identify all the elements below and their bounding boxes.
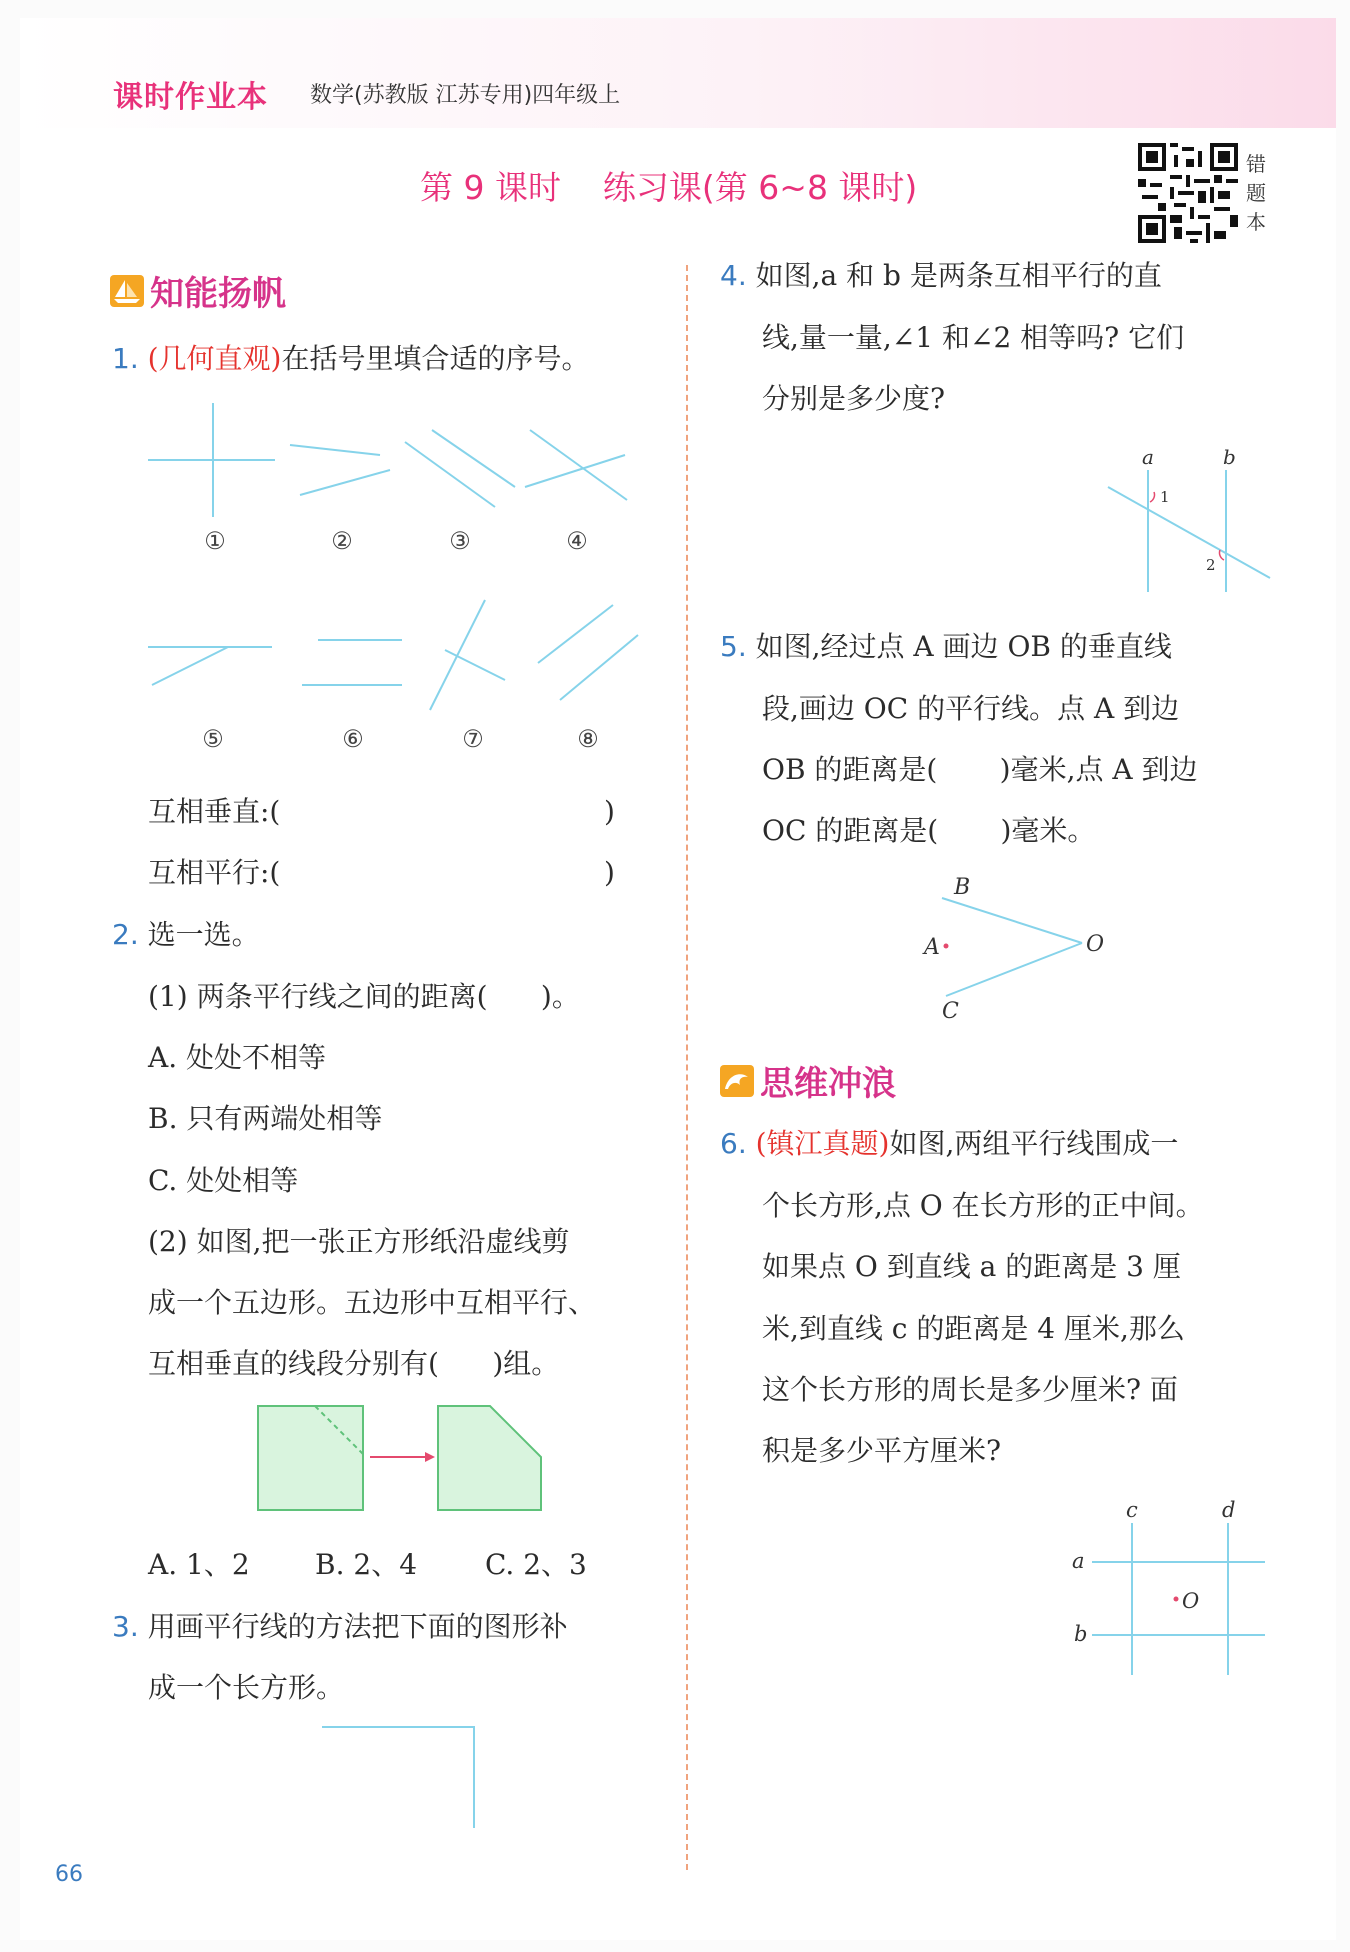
brand-title: 课时作业本 <box>113 80 268 115</box>
wave-icon <box>720 1065 754 1097</box>
angle-boc-figure <box>910 868 1110 1028</box>
section-heading-knowledge <box>110 266 286 315</box>
question-text: 在括号里填合适的序号。 <box>281 342 590 375</box>
question-text: 选一选。 <box>147 918 260 951</box>
angle-1-mark <box>1150 492 1155 502</box>
point-o-dot <box>1174 1597 1179 1602</box>
line-pair-3-a <box>405 442 495 507</box>
question-number: 2. <box>112 918 139 951</box>
label-angle-1: 1 <box>1160 488 1170 506</box>
sailboat-icon <box>110 275 144 307</box>
line-pair-2-b <box>300 470 390 495</box>
line-pair-3-b <box>432 430 515 487</box>
question-2-part-2-line: (2) 如图,把一张正方形纸沿虚线剪 <box>148 1225 570 1258</box>
option-2-a[interactable]: A. 1、2 <box>148 1548 250 1581</box>
question-2-part-2-line: 互相垂直的线段分别有( )组。 <box>148 1347 560 1380</box>
option-2-b[interactable]: B. 2、4 <box>315 1548 418 1581</box>
square-paper <box>258 1406 363 1510</box>
question-text: 如图,经过点 A 画边 OB 的垂直线 <box>755 630 1172 663</box>
label-d: d <box>1222 1498 1236 1522</box>
question-6-line: 积是多少平方厘米? <box>762 1434 1002 1467</box>
page-number: 66 <box>55 1862 83 1887</box>
question-text: 如图,两组平行线围成一 <box>889 1127 1179 1160</box>
qr-label-char: 错 <box>1246 152 1266 176</box>
option-b[interactable]: B. 只有两端处相等 <box>148 1102 383 1135</box>
line-pair-4-a <box>530 430 627 500</box>
figure-label: ② <box>331 527 353 555</box>
question-number: 1. <box>112 342 139 375</box>
question-4-stem <box>720 245 1162 307</box>
line-pairs-figure <box>140 395 660 765</box>
section-heading-thinking <box>720 1056 896 1105</box>
line-pair-4-b <box>525 455 625 487</box>
label-b: b <box>1074 1622 1088 1646</box>
question-3-line: 成一个长方形。 <box>148 1671 345 1704</box>
qr-label-char: 题 <box>1246 181 1266 205</box>
label-a: a <box>1072 1549 1085 1573</box>
option-c[interactable]: C. 处处相等 <box>148 1164 299 1197</box>
figure-label: ⑦ <box>462 725 484 753</box>
label-A: A <box>924 935 940 960</box>
qr-code-icon[interactable] <box>1137 143 1239 243</box>
question-4-line: 线,量一量,∠1 和∠2 相等吗? 它们 <box>762 321 1185 354</box>
question-text: 用画平行线的方法把下面的图形补 <box>147 1610 568 1643</box>
line-pair-2-a <box>290 445 380 455</box>
label-O: O <box>1182 1589 1200 1613</box>
figure-label: ⑥ <box>342 725 364 753</box>
figure-label: ⑤ <box>202 725 224 753</box>
line-pair-8-a <box>538 605 613 663</box>
question-number: 4. <box>720 259 747 292</box>
answer-parallel-close: ) <box>604 856 615 889</box>
partial-rectangle-lines <box>322 1727 474 1828</box>
parallel-lines-angles-figure <box>1100 440 1275 600</box>
option-2-c[interactable]: C. 2、3 <box>485 1548 587 1581</box>
arrow-right-icon <box>425 1452 435 1462</box>
question-text: 如图,a 和 b 是两条互相平行的直 <box>755 259 1162 292</box>
pentagon-paper <box>438 1406 541 1510</box>
label-C: C <box>942 999 959 1024</box>
answer-parallel-label: 互相平行:( <box>148 856 281 889</box>
point-a-dot <box>944 944 949 949</box>
figure-label: ⑧ <box>577 725 599 753</box>
figure-label: ④ <box>566 527 588 555</box>
question-2-part-1: (1) 两条平行线之间的距离( )。 <box>148 980 580 1013</box>
question-5-stem <box>720 616 1172 678</box>
partial-rectangle-figure <box>320 1725 480 1835</box>
question-6-stem <box>720 1113 1178 1175</box>
transversal-line <box>1108 487 1270 578</box>
question-1-stem <box>112 328 590 390</box>
line-pair-8-b <box>560 635 638 700</box>
qr-label <box>1246 150 1270 237</box>
option-a[interactable]: A. 处处不相等 <box>148 1041 327 1074</box>
answer-perpendicular-field[interactable] <box>310 793 595 835</box>
question-tag: (几何直观) <box>147 342 282 375</box>
answer-parallel-field[interactable] <box>310 854 595 896</box>
line-pair-5-b <box>152 647 228 685</box>
rectangle-parallel-lines-figure <box>1060 1495 1275 1680</box>
column-divider <box>686 265 688 1870</box>
label-c: c <box>1126 1498 1138 1522</box>
question-2-stem <box>112 904 260 966</box>
section-title: 思维冲浪 <box>760 1064 896 1104</box>
line-pair-7-a <box>430 600 485 710</box>
answer-perpendicular-close: ) <box>604 795 615 828</box>
label-O: O <box>1086 932 1105 957</box>
subject-line: 数学(苏教版 江苏专用)四年级上 <box>310 83 621 108</box>
question-6-line: 如果点 O 到直线 a 的距离是 3 厘 <box>762 1250 1181 1283</box>
question-6-line: 个长方形,点 O 在长方形的正中间。 <box>762 1189 1204 1222</box>
question-tag: (镇江真题) <box>755 1127 890 1160</box>
line-pair-7-b <box>445 650 505 680</box>
question-3-stem <box>112 1596 568 1658</box>
question-number: 6. <box>720 1127 747 1160</box>
question-6-line: 米,到直线 c 的距离是 4 厘米,那么 <box>762 1312 1185 1345</box>
lesson-title: 第 9 课时 练习课(第 6~8 课时) <box>420 168 918 207</box>
label-a: a <box>1142 445 1154 469</box>
ray-oc <box>946 943 1082 996</box>
question-4-line: 分别是多少度? <box>762 382 946 415</box>
question-number: 5. <box>720 630 747 663</box>
figure-label: ③ <box>449 527 471 555</box>
question-2-part-2-line: 成一个五边形。五边形中互相平行、 <box>148 1286 597 1319</box>
figure-label: ① <box>204 527 226 555</box>
ray-ob <box>942 898 1082 943</box>
question-number: 3. <box>112 1610 139 1643</box>
label-angle-2: 2 <box>1206 556 1216 574</box>
qr-label-char: 本 <box>1246 210 1266 234</box>
label-B: B <box>954 875 971 900</box>
question-5-line: 段,画边 OC 的平行线。点 A 到边 <box>762 692 1180 725</box>
square-to-pentagon-figure <box>255 1402 545 1517</box>
question-5-line: OC 的距离是( )毫米。 <box>762 814 1096 847</box>
label-b: b <box>1223 445 1236 469</box>
answer-perpendicular-label: 互相垂直:( <box>148 795 281 828</box>
section-title: 知能扬帆 <box>150 274 286 314</box>
question-5-line: OB 的距离是( )毫米,点 A 到边 <box>762 753 1198 786</box>
question-6-line: 这个长方形的周长是多少厘米? 面 <box>762 1373 1178 1406</box>
